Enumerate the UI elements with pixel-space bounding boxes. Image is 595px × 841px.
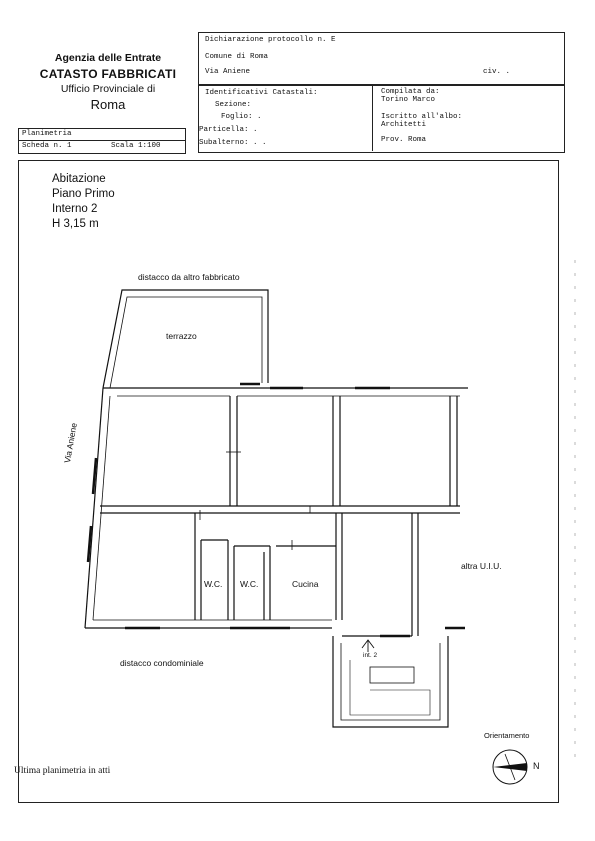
iscritto-value: Architetti [381, 121, 427, 129]
unit-interior: Interno 2 [52, 203, 98, 215]
label-north: N [533, 761, 540, 771]
planimetria-title: Planimetria [22, 130, 72, 138]
label-distacco-condominiale: distacco condominiale [120, 658, 204, 668]
label-distacco-altro: distacco da altro fabbricato [138, 272, 240, 282]
scale-label: Scala 1:100 [111, 142, 161, 150]
catasto-title: CATASTO FABBRICATI [39, 67, 177, 81]
footer-note: Ultima planimetria in atti [14, 766, 111, 776]
sezione-label: Sezione: [215, 101, 252, 109]
compass-icon [493, 750, 527, 784]
label-via-aniene: Via Aniene [62, 422, 79, 464]
label-cucina: Cucina [292, 579, 319, 589]
unit-floor: Piano Primo [52, 188, 115, 200]
unit-height: H 3,15 m [52, 218, 99, 230]
address-label: Via Aniene [205, 68, 251, 76]
foglio-label: Foglio: . [221, 113, 262, 121]
comune-label: Comune di Roma [205, 53, 269, 61]
stair-landing [370, 667, 414, 683]
province-label: Prov. Roma [381, 136, 427, 144]
unit-type: Abitazione [52, 173, 106, 185]
subalterno-label: Subalterno: . . [199, 139, 267, 147]
ufficio-label: Ufficio Provinciale di [60, 83, 156, 95]
agency-name: Agenzia delle Entrate [54, 52, 162, 64]
city-label: Roma [90, 97, 126, 112]
exterior-wall-left-inner [93, 396, 110, 620]
identifiers-label: Identificativi Catastali: [205, 89, 318, 97]
scheda-label: Scheda n. 1 [22, 142, 72, 150]
stair-flight [350, 660, 430, 715]
label-wc-2: W.C. [240, 579, 259, 589]
protocol-number: Dichiarazione protocollo n. E [205, 36, 336, 44]
label-orientamento: Orientamento [484, 731, 530, 740]
label-terrazzo: terrazzo [166, 331, 197, 341]
civic-label: civ. . [483, 68, 511, 76]
terrace-inner [110, 297, 262, 388]
label-interno-2: int. 2 [363, 652, 378, 659]
compilata-name: Torino Marco [381, 96, 436, 104]
particella-label: Particella: . [199, 126, 258, 134]
label-altra-uiu: altra U.I.U. [461, 561, 502, 571]
stair-inner [341, 643, 440, 720]
exterior-wall-left [85, 388, 103, 628]
iscritto-label: Iscritto all'albo: [381, 113, 463, 121]
compilata-label: Compilata da: [381, 88, 440, 96]
label-wc-1: W.C. [204, 579, 223, 589]
